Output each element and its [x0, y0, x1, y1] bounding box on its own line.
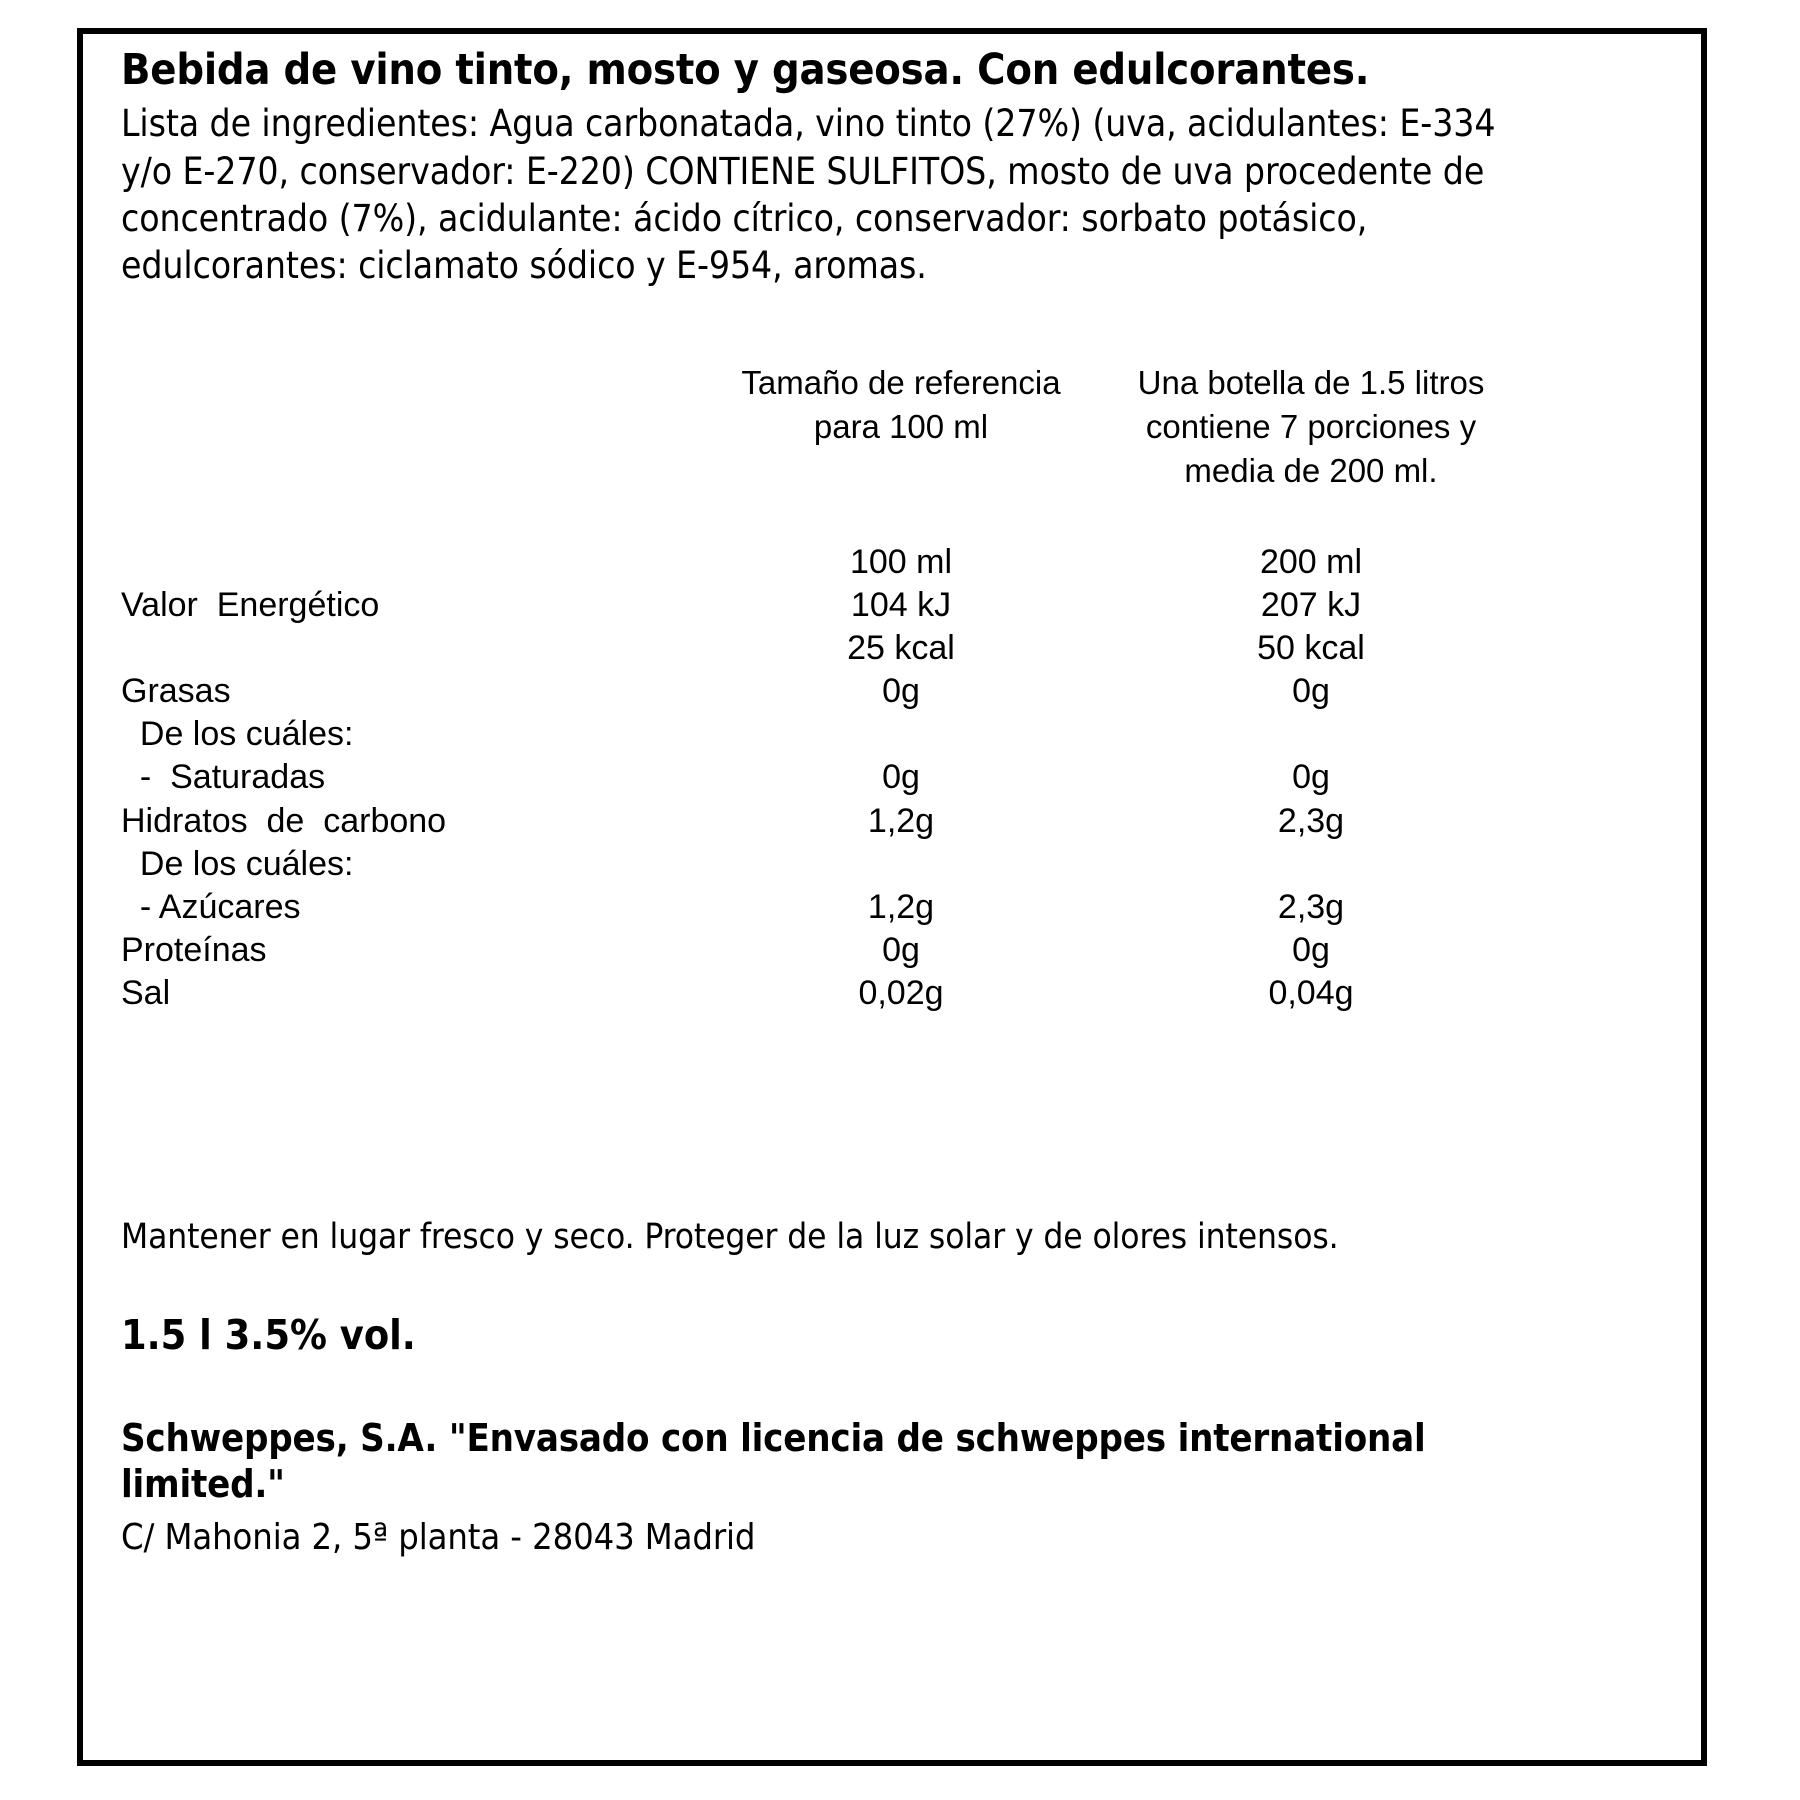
row-value-100ml: 0g — [882, 672, 920, 711]
row-label: De los cuáles: — [121, 844, 354, 883]
ingredients-list: Lista de ingredientes: Agua carbonatada, vino tinto (27%) (uva, acidulantes: E-334 y/o E-270, conservador: E-220) CONTIENE SULFITOS, mosto de uva procedente de concentrado (7%), acidulante: ácido cítrico, conservador: sorbato potásico, edulcorantes: ciclamato sódico y E-954, aromas. — [121, 102, 1496, 288]
table-row — [121, 627, 1621, 670]
row-label: - Saturadas — [121, 758, 326, 797]
page-title: Bebida de vino tinto, mosto y gaseosa. Con edulcorantes. — [121, 45, 1370, 95]
table-row — [121, 972, 1621, 1015]
column-header-reference-line-2: para 100 ml — [813, 407, 989, 445]
row-value-100ml: 0g — [882, 931, 920, 970]
row-label: Sal — [121, 974, 171, 1013]
nutrition-label-frame — [77, 28, 1707, 1766]
row-value-200ml: 0g — [1292, 758, 1330, 797]
row-value-100ml: 1,2g — [867, 888, 935, 926]
header-label-spacer — [121, 361, 701, 493]
manufacturer-info: Schweppes, S.A. "Envasado con licencia de schweppes international limited." — [121, 1416, 1426, 1506]
column-header-bottle-line-2: contiene 7 porciones y — [1145, 407, 1477, 445]
row-label: - Azúcares — [121, 888, 301, 926]
table-row — [121, 929, 1621, 972]
row-value-100ml: 0,02g — [858, 974, 944, 1013]
table-row — [121, 670, 1621, 713]
row-value-200ml: 207 kJ — [1260, 585, 1362, 624]
row-value-200ml: 0,04g — [1268, 974, 1354, 1013]
table-row — [121, 886, 1621, 929]
nutrition-table-header — [121, 361, 1621, 493]
storage-instructions: Mantener en lugar fresco y seco. Proteger de la luz solar y de olores intensos. — [121, 1217, 1339, 1257]
row-value-100ml: 1,2g — [867, 801, 935, 840]
row-value-100ml: 104 kJ — [850, 585, 952, 624]
column-header-reference — [701, 361, 1101, 493]
nutrition-table-body — [121, 541, 1621, 1016]
row-value-100ml: 0g — [882, 758, 920, 797]
column-header-reference-line-1: Tamaño de referencia — [741, 364, 1061, 401]
row-value-200ml: 0g — [1292, 672, 1330, 711]
row-value-200ml: 0g — [1292, 931, 1330, 970]
table-row — [121, 713, 1621, 756]
label-content — [121, 46, 1681, 1760]
row-label: Valor Energético — [121, 585, 380, 624]
nutrition-table — [121, 361, 1621, 1016]
column-header-bottle-line-1: Una botella de 1.5 litros — [1137, 364, 1485, 401]
row-label: Hidratos de carbono — [121, 801, 447, 840]
row-label: Proteínas — [121, 931, 267, 970]
row-value-100ml: 100 ml — [849, 542, 953, 581]
column-header-bottle — [1101, 361, 1521, 493]
manufacturer-address: C/ Mahonia 2, 5ª planta - 28043 Madrid — [121, 1517, 756, 1558]
table-row — [121, 800, 1621, 843]
row-value-200ml: 2,3g — [1277, 888, 1345, 926]
row-value-200ml: 200 ml — [1259, 542, 1363, 581]
volume-and-alcohol: 1.5 l 3.5% vol. — [121, 1311, 416, 1359]
row-label: De los cuáles: — [121, 715, 354, 754]
row-label: Grasas — [121, 672, 231, 711]
table-row — [121, 584, 1621, 627]
column-header-bottle-line-3: media de 200 ml. — [1184, 451, 1438, 489]
row-value-100ml: 25 kcal — [847, 628, 955, 667]
row-value-200ml: 2,3g — [1277, 801, 1345, 840]
table-row — [121, 756, 1621, 799]
table-row-units — [121, 541, 1621, 584]
row-value-200ml: 50 kcal — [1257, 628, 1365, 667]
table-row — [121, 843, 1621, 886]
